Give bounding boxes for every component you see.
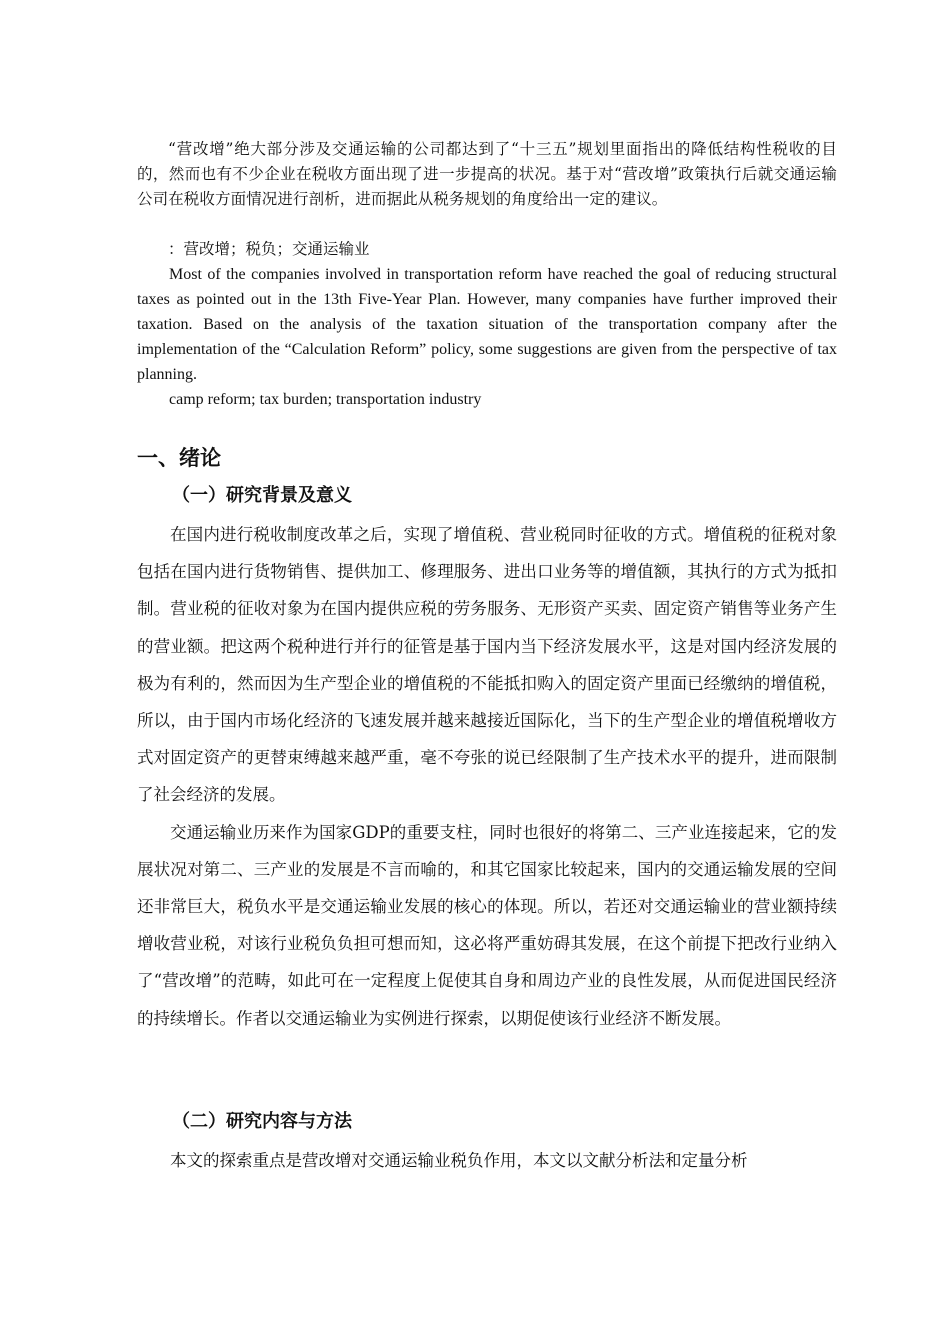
keywords-chinese-text: ：营改增；税负；交通运输业 bbox=[168, 240, 370, 258]
keywords-english bbox=[137, 387, 837, 412]
keywords-english-text: camp reform; tax burden; transportation industry bbox=[169, 391, 482, 408]
subsection-body-methods bbox=[137, 1142, 837, 1179]
subsection-heading-methods: （二）研究内容与方法 bbox=[172, 1111, 352, 1132]
abstract-chinese-text: “营改增”绝大部分涉及交通运输的公司都达到了“十三五”规划里面指出的降低结构性税收的目的，然而也有不少企业在税收方面出现了进一步提高的状况。基于对“营改增”政策执行后就交通运输公司在税收方面情况进行剖析，进而据此从税务规划的角度给出一定的建议。 bbox=[137, 140, 837, 208]
body-paragraph: 本文的探索重点是营改增对交通运输业税负作用，本文以文献分析法和定量分析 bbox=[170, 1151, 748, 1170]
section-heading: 一、绪论 bbox=[137, 446, 221, 470]
abstract-english bbox=[137, 262, 837, 387]
body-paragraph: 在国内进行税收制度改革之后，实现了增值税、营业税同时征收的方式。增值税的征税对象包括在国内进行货物销售、提供加工、修理服务、进出口业务等的增值额，其执行的方式为抵扣制。营业税的征收对象为在国内提供应税的劳务服务、无形资产买卖、固定资产销售等业务产生的营业额。把这两个税种进行并行的征管是基于国内当下经济发展水平，这是对国内经济发展的极为有利的，然而因为生产型企业的增值税的不能抵扣购入的固定资产里面已经缴纳的增值税，所以，由于国内市场化经济的飞速发展并越来越接近国际化，当下的生产型企业的增值税增收方式对固定资产的更替束缚越来越严重，毫不夸张的说已经限制了生产技术水平的提升，进而限制了社会经济的发展。 bbox=[137, 525, 837, 805]
keywords-chinese bbox=[137, 237, 837, 262]
body-paragraph: 交通运输业历来作为国家GDP的重要支柱，同时也很好的将第二、三产业连接起来，它的发展状况对第二、三产业的发展是不言而喻的，和其它国家比较起来，国内的交通运输发展的空间还非常巨大，税负水平是交通运输业发展的核心的体现。所以，若还对交通运输业的营业额持续增收营业税，对该行业税负负担可想而知，这必将严重妨碍其发展，在这个前提下把改行业纳入了“营改增”的范畴，如此可在一定程度上促使其自身和周边产业的良性发展，从而促进国民经济的持续增长。作者以交通运输业为实例进行探索，以期促使该行业经济不断发展。 bbox=[137, 822, 837, 1028]
abstract-english-text: Most of the companies involved in transportation reform have reached the goal of reducing structural taxes as pointed out in the 13th Five-Year Plan. However, many companies have further improved their taxation. Based on the analysis of the taxation situation of the transportation company after the implementation of the “Calculation Reform” policy, some suggestions are given from the perspective of tax planning. bbox=[137, 266, 837, 383]
abstract-chinese bbox=[137, 137, 837, 212]
subsection-heading-background: （一）研究背景及意义 bbox=[172, 485, 352, 506]
subsection-body-background bbox=[137, 516, 837, 1037]
